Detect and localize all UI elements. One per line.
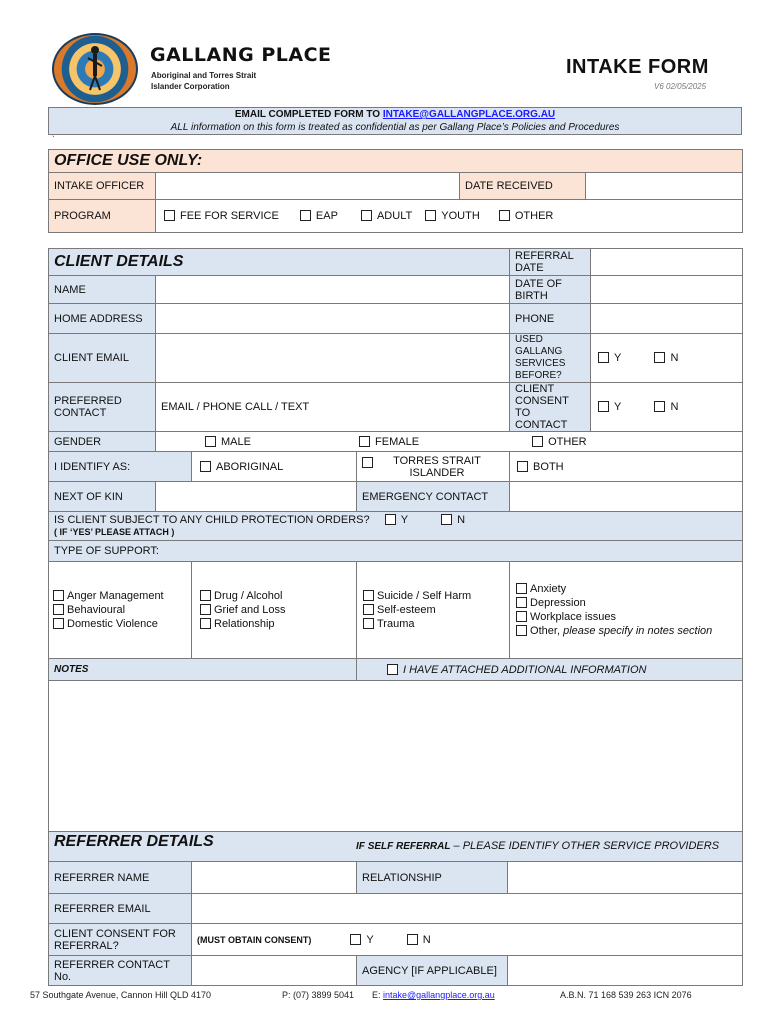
office-use-heading: OFFICE USE ONLY: — [49, 150, 743, 173]
checkbox[interactable] — [300, 210, 311, 221]
support-type-label: TYPE OF SUPPORT: — [49, 541, 743, 562]
home-address-label: HOME ADDRESS — [49, 304, 156, 334]
program-label: PROGRAM — [49, 200, 156, 233]
dob-field[interactable] — [591, 276, 743, 304]
program-other-option[interactable]: OTHER — [499, 210, 554, 222]
referral-consent-label: CLIENT CONSENT FOR REFERRAL? — [49, 924, 192, 956]
gender-female[interactable]: FEMALE — [359, 436, 419, 448]
checkbox[interactable] — [164, 210, 175, 221]
checkbox[interactable] — [362, 457, 373, 468]
checkbox[interactable] — [598, 352, 609, 363]
referrer-heading: REFERRER DETAILS — [54, 833, 214, 850]
consent-contact-options — [591, 383, 743, 432]
relationship-field[interactable] — [508, 862, 743, 894]
checkbox[interactable] — [350, 934, 361, 945]
protection-note: ( IF ‘YES’ PLEASE ATTACH ) — [54, 527, 175, 537]
support-trauma[interactable]: Trauma — [363, 617, 504, 631]
protection-orders-label: IS CLIENT SUBJECT TO ANY CHILD PROTECTION ORDERS? — [54, 514, 370, 526]
checkbox[interactable] — [200, 461, 211, 472]
email-banner — [48, 107, 742, 135]
footer-address: 57 Southgate Avenue, Cannon Hill QLD 4170 — [30, 990, 211, 1000]
version-label: V6 02/05/2025 — [654, 82, 707, 91]
logo-figure-icon — [86, 44, 104, 92]
referral-date-label: REFERRAL DATE — [510, 249, 591, 276]
gender-other[interactable]: OTHER — [532, 436, 587, 448]
intake-officer-field[interactable] — [156, 173, 460, 200]
date-received-field[interactable] — [586, 173, 743, 200]
footer-email: E: intake@gallangplace.org.au — [372, 990, 495, 1000]
footer-email-link[interactable]: intake@gallangplace.org.au — [383, 990, 495, 1000]
support-depression[interactable]: Depression — [516, 596, 737, 610]
referrer-contact-field[interactable] — [192, 956, 357, 986]
next-of-kin-label: NEXT OF KIN — [49, 482, 156, 512]
home-address-field[interactable] — [156, 304, 510, 334]
name-field[interactable] — [156, 276, 510, 304]
checkbox[interactable] — [361, 210, 372, 221]
date-received-label: DATE RECEIVED — [460, 173, 586, 200]
program-options — [156, 200, 743, 233]
client-details-heading: CLIENT DETAILS — [49, 249, 510, 276]
form-title: INTAKE FORM — [566, 56, 709, 78]
checkbox[interactable] — [205, 436, 216, 447]
checkbox[interactable] — [441, 514, 452, 525]
self-referral-note: IF SELF REFERRAL – PLEASE IDENTIFY OTHER SERVICE PROVIDERS — [356, 840, 720, 852]
notes-field[interactable] — [49, 681, 743, 844]
relationship-label: RELATIONSHIP — [357, 862, 508, 894]
referrer-contact-label: REFERRER CONTACT No. — [49, 956, 192, 986]
support-domestic-violence[interactable]: Domestic Violence — [53, 617, 186, 631]
support-other[interactable]: Other, please specify in notes section — [516, 624, 737, 638]
phone-label: PHONE — [510, 304, 591, 334]
checkbox[interactable] — [385, 514, 396, 525]
program-eap-option[interactable]: EAP — [300, 210, 338, 222]
agency-field[interactable] — [508, 956, 743, 986]
emergency-contact-label: EMERGENCY CONTACT — [357, 482, 510, 512]
used-gallang-options — [591, 334, 743, 383]
intake-email-link[interactable]: INTAKE@GALLANGPLACE.ORG.AU — [382, 109, 556, 120]
preferred-contact-label: PREFERRED CONTACT — [49, 383, 156, 432]
client-email-field[interactable] — [156, 334, 510, 383]
checkbox[interactable] — [359, 436, 370, 447]
phone-field[interactable] — [591, 304, 743, 334]
checkbox[interactable] — [407, 934, 418, 945]
protection-yes[interactable]: Y — [385, 514, 408, 526]
checkbox[interactable] — [532, 436, 543, 447]
checkbox[interactable] — [598, 401, 609, 412]
support-anger[interactable]: Anger Management — [53, 589, 186, 603]
banner-prefix: EMAIL COMPLETED FORM TO — [234, 109, 383, 120]
intake-officer-label: INTAKE OFFICER — [49, 173, 156, 200]
checkbox[interactable] — [425, 210, 436, 221]
referrer-email-label: REFERRER EMAIL — [49, 894, 192, 924]
consent-contact-label: CLIENT CONSENT TO CONTACT — [510, 383, 591, 432]
client-details-table — [48, 248, 743, 844]
office-use-table — [48, 149, 743, 233]
program-fee-option[interactable]: FEE FOR SERVICE — [164, 210, 279, 222]
emergency-contact-field[interactable] — [510, 482, 743, 512]
identify-aboriginal[interactable]: ABORIGINAL — [192, 452, 357, 482]
next-of-kin-field[interactable] — [156, 482, 357, 512]
referrer-details-table — [48, 831, 743, 986]
used-gallang-no[interactable]: N — [654, 352, 678, 364]
checkbox[interactable] — [387, 664, 398, 675]
referral-consent-options — [192, 924, 743, 956]
support-drug-alcohol[interactable]: Drug / Alcohol — [200, 589, 351, 603]
protection-orders-row — [49, 512, 743, 541]
support-grief[interactable]: Grief and Loss — [200, 603, 351, 617]
support-self-esteem[interactable]: Self-esteem — [363, 603, 504, 617]
support-behavioural[interactable]: Behavioural — [53, 603, 186, 617]
consent-contact-yes[interactable]: Y — [598, 401, 621, 413]
dob-label: DATE OF BIRTH — [510, 276, 591, 304]
identify-torres-strait[interactable]: TORRES STRAIT ISLANDER — [357, 452, 510, 482]
gender-options — [156, 432, 743, 452]
program-youth-option[interactable]: YOUTH — [425, 210, 480, 222]
notes-label: NOTES — [49, 659, 357, 681]
name-label: NAME — [49, 276, 156, 304]
support-workplace[interactable]: Workplace issues — [516, 610, 737, 624]
used-gallang-yes[interactable]: Y — [598, 352, 621, 364]
support-suicide[interactable]: Suicide / Self Harm — [363, 589, 504, 603]
footer-phone: P: (07) 3899 5041 — [282, 990, 355, 1000]
confidential-notice: ALL information on this form is treated as confidential as per Gallang Place’s Policies and Procedures — [170, 122, 620, 133]
support-col-1 — [49, 562, 192, 659]
protection-no[interactable]: N — [441, 514, 465, 526]
footer-abn: A.B.N. 71 168 539 263 ICN 2076 — [560, 990, 692, 1000]
gender-label: GENDER — [49, 432, 156, 452]
identify-label: I IDENTIFY AS: — [49, 452, 192, 482]
referrer-email-field[interactable] — [192, 894, 743, 924]
client-email-label: CLIENT EMAIL — [49, 334, 156, 383]
referral-date-field[interactable] — [591, 249, 743, 276]
checkbox[interactable] — [654, 352, 665, 363]
checkbox[interactable] — [499, 210, 510, 221]
attached-info-option[interactable] — [357, 659, 743, 681]
gender-male[interactable]: MALE — [205, 436, 251, 448]
identify-both[interactable]: BOTH — [510, 452, 743, 482]
attached-info-label: I HAVE ATTACHED ADDITIONAL INFORMATION — [403, 663, 647, 676]
support-col-3 — [357, 562, 510, 659]
support-relationship[interactable]: Relationship — [200, 617, 351, 631]
used-gallang-label: USED GALLANG SERVICES BEFORE? — [510, 334, 591, 383]
referrer-name-field[interactable] — [192, 862, 357, 894]
org-subtitle: Aboriginal and Torres Strait Islander Corporation — [151, 71, 257, 91]
program-adult-option[interactable]: ADULT — [361, 210, 412, 222]
referrer-name-label: REFERRER NAME — [49, 862, 192, 894]
referral-consent-no[interactable]: N — [407, 934, 431, 946]
checkbox[interactable] — [654, 401, 665, 412]
preferred-contact-field[interactable]: EMAIL / PHONE CALL / TEXT — [156, 383, 510, 432]
org-name: GALLANG PLACE — [150, 44, 332, 66]
agency-label: AGENCY [IF APPLICABLE] — [357, 956, 508, 986]
support-col-2 — [192, 562, 357, 659]
consent-contact-no[interactable]: N — [654, 401, 678, 413]
support-anxiety[interactable]: Anxiety — [516, 582, 737, 596]
checkbox[interactable] — [517, 461, 528, 472]
referrer-heading-row — [49, 832, 743, 862]
must-consent-note: (MUST OBTAIN CONSENT) — [197, 934, 312, 945]
stray-mark: ` — [52, 135, 55, 144]
support-col-4 — [510, 562, 743, 659]
referral-consent-yes[interactable]: Y — [350, 934, 373, 946]
